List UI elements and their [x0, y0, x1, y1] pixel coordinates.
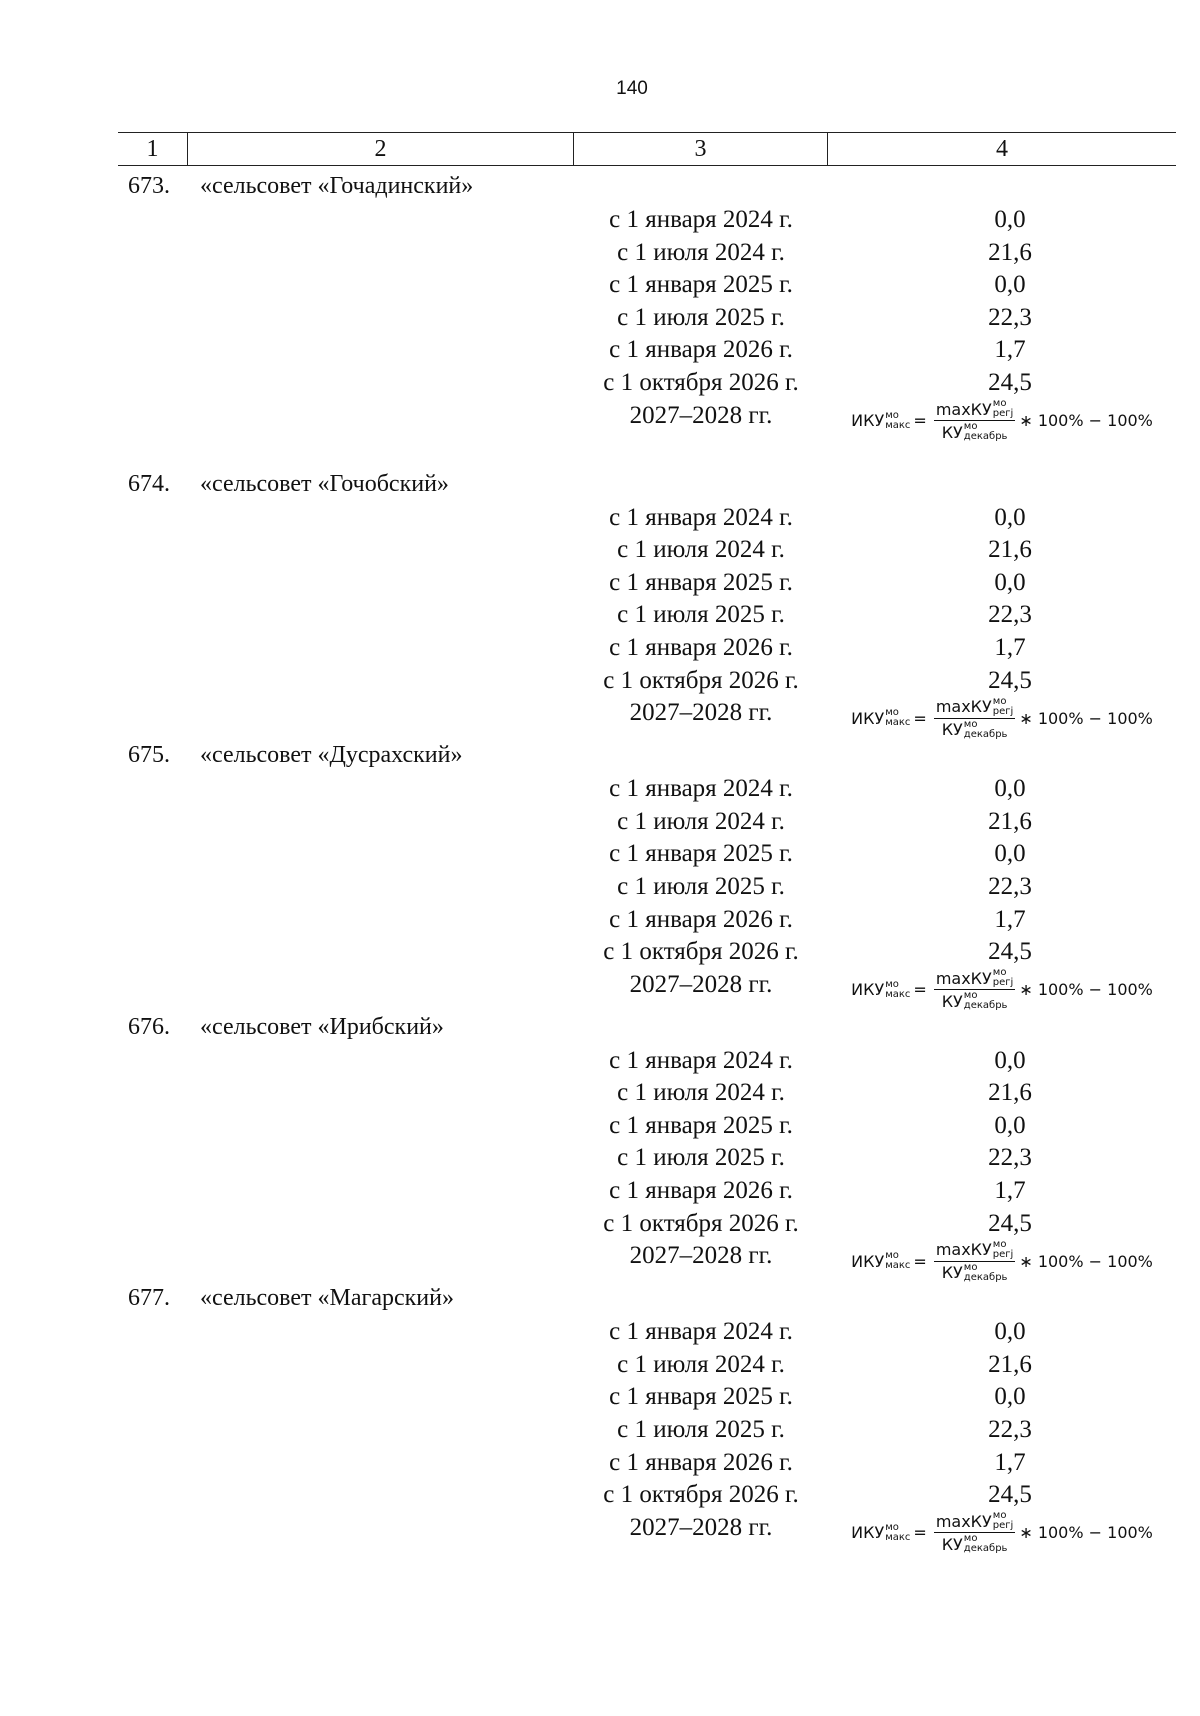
- row-date: с 1 октября 2026 г.: [603, 1209, 799, 1237]
- row-value: 24,5: [988, 666, 1032, 694]
- formula-date: 2027–2028 гг.: [629, 1513, 773, 1541]
- table-row: [118, 1316, 1176, 1349]
- row-value: 0,0: [994, 1318, 1026, 1346]
- row-date: с 1 июля 2024 г.: [617, 807, 785, 835]
- table-header: [118, 132, 1176, 166]
- row-date: с 1 июля 2025 г.: [617, 1416, 785, 1444]
- row-value: 22,3: [988, 601, 1032, 629]
- table-row: [118, 1208, 1176, 1241]
- row-value: 21,6: [988, 1079, 1032, 1107]
- row-date: с 1 января 2026 г.: [609, 336, 793, 364]
- formula-den-sup: мо: [963, 421, 978, 433]
- equals-sign: =: [913, 411, 927, 431]
- formula-lhs-sup: мо: [885, 409, 899, 421]
- table-row: [118, 334, 1176, 367]
- table-row: [118, 534, 1176, 567]
- entry-title: [118, 1009, 1176, 1045]
- header-col-3: 3: [574, 133, 828, 165]
- formula-den-sub: декабрь: [963, 1271, 1008, 1283]
- table-row: [118, 502, 1176, 535]
- formula-rhs: ∗ 100% − 100%: [1019, 1523, 1153, 1543]
- formula-fraction: [934, 968, 1016, 1011]
- row-value: 0,0: [994, 568, 1026, 596]
- formula-den-sup: мо: [963, 1533, 978, 1545]
- formula: [828, 967, 1176, 1012]
- table-row: [118, 1045, 1176, 1078]
- table-entry: [118, 1280, 1176, 1555]
- entry-name: «сельсовет «Дусрахский»: [200, 742, 463, 769]
- formula-fraction: [934, 399, 1016, 442]
- entry-number: 675.: [128, 742, 170, 769]
- row-value: 24,5: [988, 1209, 1032, 1237]
- formula-denominator: КУ: [941, 1534, 963, 1554]
- table-row: [118, 204, 1176, 237]
- table-row: [118, 237, 1176, 270]
- equals-sign: =: [913, 980, 927, 1000]
- row-date: с 1 января 2025 г.: [609, 840, 793, 868]
- entry-title: [118, 1280, 1176, 1316]
- page-number: 140: [616, 78, 648, 99]
- row-date: с 1 октября 2026 г.: [603, 666, 799, 694]
- row-value: 24,5: [988, 1481, 1032, 1509]
- table-row: [118, 599, 1176, 632]
- formula-num-sup: мо: [992, 398, 1007, 410]
- formula-lhs: ИКУ: [851, 1523, 885, 1543]
- formula-lhs-sub: макс: [885, 419, 911, 431]
- row-date: с 1 июля 2025 г.: [617, 872, 785, 900]
- row-value: 1,7: [994, 633, 1026, 661]
- entry-title: [118, 466, 1176, 502]
- row-value: 1,7: [994, 1177, 1026, 1205]
- table-entry: [118, 466, 1176, 738]
- row-date: с 1 июля 2025 г.: [617, 303, 785, 331]
- row-value: 1,7: [994, 905, 1026, 933]
- row-value: 1,7: [994, 336, 1026, 364]
- table-row: [118, 1479, 1176, 1512]
- row-date: с 1 января 2024 г.: [609, 1318, 793, 1346]
- entry-number: 673.: [128, 173, 170, 199]
- table-row: [118, 567, 1176, 600]
- formula-den-sub: декабрь: [963, 1543, 1008, 1555]
- formula-num-sub: регj: [992, 1520, 1014, 1532]
- formula-num-sup: мо: [992, 1510, 1007, 1522]
- formula-fraction: [934, 697, 1016, 740]
- formula-denominator: КУ: [941, 991, 963, 1011]
- table-row: [118, 1110, 1176, 1143]
- row-date: с 1 октября 2026 г.: [603, 368, 799, 396]
- row-date: с 1 января 2026 г.: [609, 905, 793, 933]
- row-date: с 1 июля 2024 г.: [617, 238, 785, 266]
- row-date: с 1 октября 2026 г.: [603, 938, 799, 966]
- row-date: с 1 января 2026 г.: [609, 1177, 793, 1205]
- row-date: с 1 января 2025 г.: [609, 271, 793, 299]
- formula-lhs-sup: мо: [885, 1250, 899, 1262]
- table-row: [118, 904, 1176, 937]
- table-body: [118, 168, 1176, 1555]
- row-value: 24,5: [988, 938, 1032, 966]
- row-value: 1,7: [994, 1448, 1026, 1476]
- formula-den-sup: мо: [963, 718, 978, 730]
- formula-lhs-sup: мо: [885, 978, 899, 990]
- formula-row: [118, 967, 1176, 1012]
- table-row: [118, 1349, 1176, 1382]
- table-row: [118, 838, 1176, 871]
- row-date: с 1 января 2025 г.: [609, 1383, 793, 1411]
- entry-number: 674.: [128, 470, 170, 497]
- row-date: с 1 июля 2024 г.: [617, 536, 785, 564]
- table-row: [118, 806, 1176, 839]
- table-row: [118, 665, 1176, 698]
- row-date: с 1 июля 2025 г.: [617, 601, 785, 629]
- formula-date: 2027–2028 гг.: [629, 970, 773, 998]
- entry-name: «сельсовет «Магарский»: [200, 1285, 454, 1312]
- row-value: 0,0: [994, 1383, 1026, 1411]
- table-row: [118, 1077, 1176, 1110]
- formula-date: 2027–2028 гг.: [629, 699, 773, 727]
- formula-den-sub: декабрь: [963, 1000, 1008, 1012]
- formula-fraction: [934, 1240, 1016, 1283]
- equals-sign: =: [913, 708, 927, 728]
- formula-numerator: maxКУ: [935, 1511, 992, 1531]
- formula-fraction: [934, 1511, 1016, 1554]
- entry-title: [118, 168, 1176, 204]
- table-row: [118, 1447, 1176, 1480]
- row-date: с 1 октября 2026 г.: [603, 1481, 799, 1509]
- row-date: с 1 июля 2024 г.: [617, 1079, 785, 1107]
- entry-title: [118, 737, 1176, 773]
- formula-lhs: ИКУ: [851, 980, 885, 1000]
- formula-denominator: КУ: [941, 1263, 963, 1283]
- row-date: с 1 января 2025 г.: [609, 568, 793, 596]
- formula-num-sub: регj: [992, 705, 1014, 717]
- row-value: 22,3: [988, 1416, 1032, 1444]
- formula-lhs-sup: мо: [885, 1521, 899, 1533]
- formula-lhs-sub: макс: [885, 1260, 911, 1272]
- entry-name: «сельсовет «Гочадинский»: [200, 173, 474, 199]
- formula-row: [118, 1238, 1176, 1283]
- formula-numerator: maxКУ: [935, 399, 992, 419]
- formula-rhs: ∗ 100% − 100%: [1019, 708, 1153, 728]
- formula-numerator: maxКУ: [935, 1240, 992, 1260]
- entry-name: «сельсовет «Гочобский»: [200, 470, 449, 497]
- row-value: 0,0: [994, 503, 1026, 531]
- formula-den-sup: мо: [963, 1261, 978, 1273]
- table-row: [118, 1142, 1176, 1175]
- row-date: с 1 января 2024 г.: [609, 503, 793, 531]
- row-date: с 1 января 2024 г.: [609, 1046, 793, 1074]
- table-row: [118, 367, 1176, 400]
- table-row: [118, 871, 1176, 904]
- formula-row: [118, 1510, 1176, 1555]
- formula-num-sup: мо: [992, 1238, 1007, 1250]
- formula-date: 2027–2028 гг.: [629, 401, 773, 429]
- table-entry: [118, 737, 1176, 1012]
- row-value: 0,0: [994, 1046, 1026, 1074]
- formula-denominator: КУ: [941, 720, 963, 740]
- formula: [828, 1238, 1176, 1283]
- formula-num-sub: регj: [992, 977, 1014, 989]
- row-date: с 1 января 2024 г.: [609, 206, 793, 233]
- header-col-4: 4: [996, 136, 1008, 162]
- entry-name: «сельсовет «Ирибский»: [200, 1013, 444, 1040]
- formula-lhs: ИКУ: [851, 708, 885, 728]
- formula-lhs-sub: макс: [885, 1531, 911, 1543]
- row-value: 0,0: [994, 840, 1026, 868]
- header-col-1: 1: [118, 133, 188, 165]
- formula-lhs: ИКУ: [851, 411, 885, 431]
- table-row: [118, 1175, 1176, 1208]
- equals-sign: =: [913, 1523, 927, 1543]
- formula-lhs-sup: мо: [885, 707, 899, 719]
- formula-rhs: ∗ 100% − 100%: [1019, 980, 1153, 1000]
- row-date: с 1 января 2026 г.: [609, 633, 793, 661]
- row-value: 22,3: [988, 303, 1032, 331]
- formula-rhs: ∗ 100% − 100%: [1019, 411, 1153, 431]
- formula-numerator: maxКУ: [935, 968, 992, 988]
- formula-date: 2027–2028 гг.: [629, 1242, 773, 1270]
- equals-sign: =: [913, 1251, 927, 1271]
- row-value: 21,6: [988, 807, 1032, 835]
- entry-number: 677.: [128, 1285, 170, 1312]
- formula: [828, 398, 1176, 443]
- formula-row: [118, 398, 1176, 443]
- row-value: 0,0: [994, 1111, 1026, 1139]
- row-date: с 1 января 2025 г.: [609, 1111, 793, 1139]
- table-row: [118, 1381, 1176, 1414]
- formula-denominator: КУ: [941, 422, 963, 442]
- formula-num-sub: регj: [992, 408, 1014, 420]
- formula-lhs-sub: макс: [885, 717, 911, 729]
- row-value: 0,0: [994, 271, 1026, 299]
- formula-den-sup: мо: [963, 990, 978, 1002]
- row-value: 0,0: [994, 775, 1026, 803]
- formula-num-sup: мо: [992, 967, 1007, 979]
- table-row: [118, 936, 1176, 969]
- formula-row: [118, 695, 1176, 740]
- row-date: с 1 января 2024 г.: [609, 775, 793, 803]
- formula-num-sup: мо: [992, 695, 1007, 707]
- row-date: с 1 июля 2024 г.: [617, 1350, 785, 1378]
- row-value: 21,6: [988, 238, 1032, 266]
- formula-den-sub: декабрь: [963, 431, 1008, 443]
- table-row: [118, 302, 1176, 335]
- row-value: 0,0: [994, 206, 1026, 233]
- formula-lhs-sub: макс: [885, 988, 911, 1000]
- formula: [828, 1510, 1176, 1555]
- row-value: 21,6: [988, 536, 1032, 564]
- row-value: 22,3: [988, 872, 1032, 900]
- table-row: [118, 1414, 1176, 1447]
- formula-den-sub: декабрь: [963, 728, 1008, 740]
- row-value: 22,3: [988, 1144, 1032, 1172]
- row-date: с 1 января 2026 г.: [609, 1448, 793, 1476]
- header-col-2: 2: [188, 133, 574, 165]
- formula: [828, 695, 1176, 740]
- table-entry: [118, 168, 1176, 466]
- formula-lhs: ИКУ: [851, 1251, 885, 1271]
- formula-num-sub: регj: [992, 1248, 1014, 1260]
- table-entry: [118, 1009, 1176, 1281]
- row-date: с 1 июля 2025 г.: [617, 1144, 785, 1172]
- table-row: [118, 632, 1176, 665]
- formula-numerator: maxКУ: [935, 697, 992, 717]
- table-row: [118, 269, 1176, 302]
- formula-rhs: ∗ 100% − 100%: [1019, 1251, 1153, 1271]
- row-value: 24,5: [988, 368, 1032, 396]
- table-row: [118, 773, 1176, 806]
- entry-number: 676.: [128, 1013, 170, 1040]
- row-value: 21,6: [988, 1350, 1032, 1378]
